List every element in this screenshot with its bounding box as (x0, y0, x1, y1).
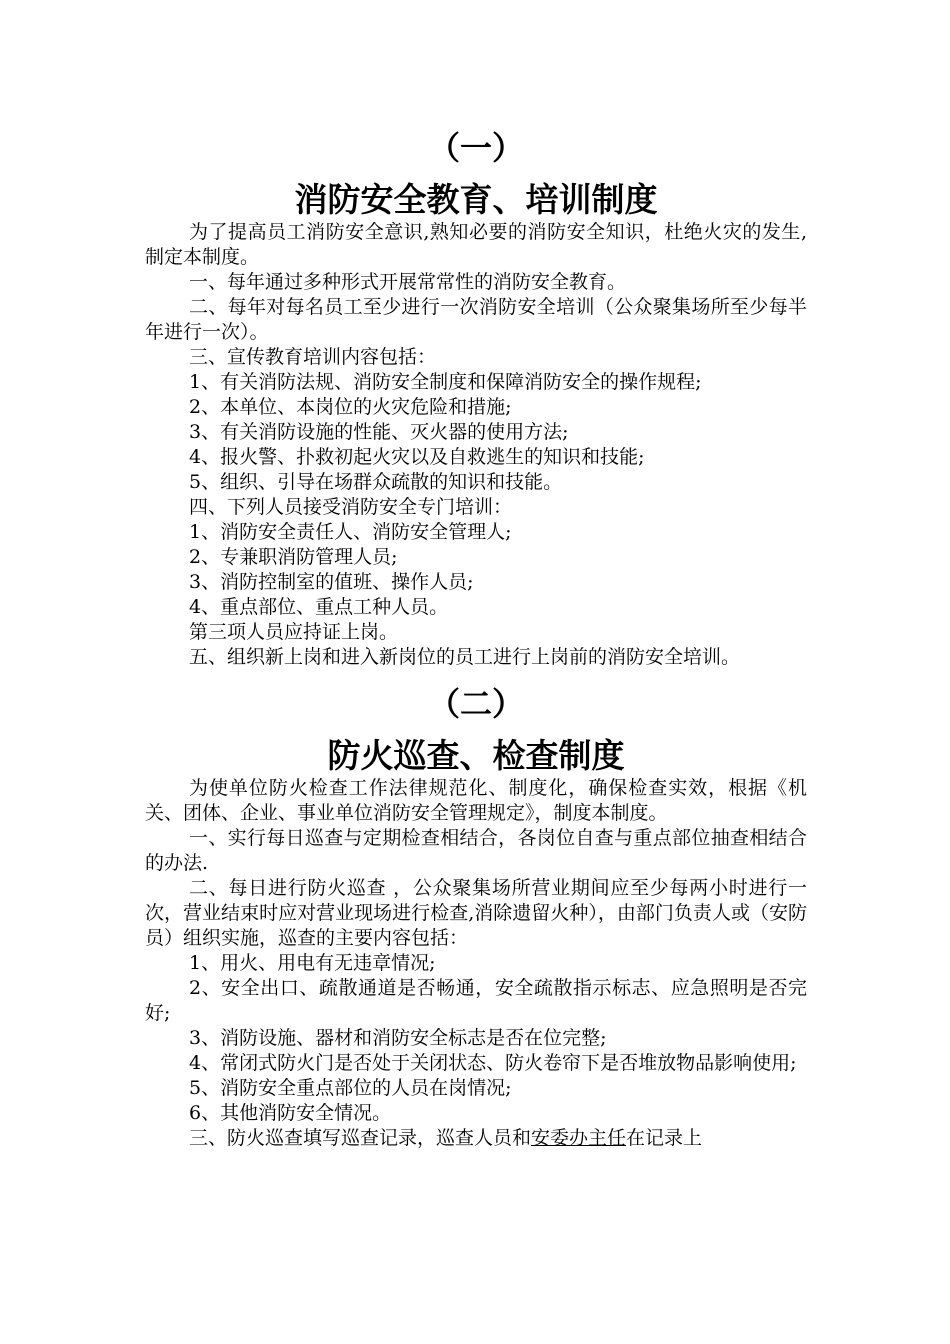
section-1-item: 4、重点部位、重点工种人员。 (189, 596, 449, 618)
section-1-item: 1、有关消防法规、消防安全制度和保障消防安全的操作规程; (189, 371, 702, 393)
section-1-item: 二、每年对每名员工至少进行一次消防安全培训（公众聚集场所至少每半年进行一次）。 (145, 296, 807, 343)
section-2-last-tail: 在记录上 (626, 1127, 703, 1149)
section-1-item: 3、消防控制室的值班、操作人员; (189, 571, 474, 593)
section-2-item: 6、其他消防安全情况。 (189, 1102, 392, 1124)
section-1-item: 5、组织、引导在场群众疏散的知识和技能。 (189, 471, 563, 493)
section-1-item: 五、组织新上岗和进入新岗位的员工进行上岗前的消防安全培训。 (189, 646, 741, 668)
section-2-last-line (145, 1126, 807, 1151)
section-2-title: 防火巡查、检查制度 (327, 736, 625, 775)
section-2-item: 二、每日进行防火巡查 ，公众聚集场所营业期间应至少每两小时进行一次，营业结束时应对营业现场进行检查,消除遗留火种），由部门负责人或（安防员）组织实施，巡查的主要内容包括： (145, 877, 807, 949)
section-1-intro: 为了提高员工消防安全意识,熟知必要的消防安全知识，杜绝火灾的发生,制定本制度。 (145, 221, 807, 268)
section-2-item: 4、常闭式防火门是否处于关闭状态、防火卷帘下是否堆放物品影响使用; (189, 1052, 797, 1074)
section-2-number: （二） (427, 685, 524, 723)
section-1-item: 四、下列人员接受消防安全专门培训： (189, 496, 513, 518)
section-2-item: 5、消防安全重点部位的人员在岗情况; (189, 1077, 512, 1099)
section-1-item: 1、消防安全责任人、消防安全管理人; (189, 521, 512, 543)
section-1-number: （一） (427, 129, 524, 167)
section-2-last-text: 三、防火巡查填写巡查记录，巡查人员和 (189, 1127, 532, 1149)
section-1-item: 第三项人员应持证上岗。 (189, 621, 399, 643)
section-1-title: 消防安全教育、培训制度 (294, 180, 658, 219)
document-body (145, 128, 807, 1151)
section-2-item: 一、实行每日巡查与定期检查相结合，各岗位自查与重点部位抽查相结合的办法. (145, 827, 807, 874)
section-2-item: 1、用火、用电有无违章情况; (189, 952, 436, 974)
section-2-item: 3、消防设施、器材和消防安全标志是否在位完整; (189, 1027, 607, 1049)
section-1-item: 2、本单位、本岗位的火灾危险和措施; (189, 396, 512, 418)
section-1-item: 一、每年通过多种形式开展常常性的消防安全教育。 (189, 271, 627, 293)
section-1-item: 2、专兼职消防管理人员; (189, 546, 398, 568)
section-1-item: 三、宣传教育培训内容包括： (189, 346, 437, 368)
section-2-intro: 为使单位防火检查工作法律规范化、制度化，确保检查实效，根据《机关、团体、企业、事业单位消防安全管理规定》，制度本制度。 (145, 777, 807, 824)
section-2-item: 2、安全出口、疏散通道是否畅通，安全疏散指示标志、应急照明是否完好; (145, 977, 807, 1024)
section-1-item: 4、报火警、扑救初起火灾以及自救逃生的知识和技能; (189, 446, 645, 468)
section-1-item: 3、有关消防设施的性能、灭火器的使用方法; (189, 421, 569, 443)
underlined-role: 安委办主任 (531, 1127, 627, 1149)
